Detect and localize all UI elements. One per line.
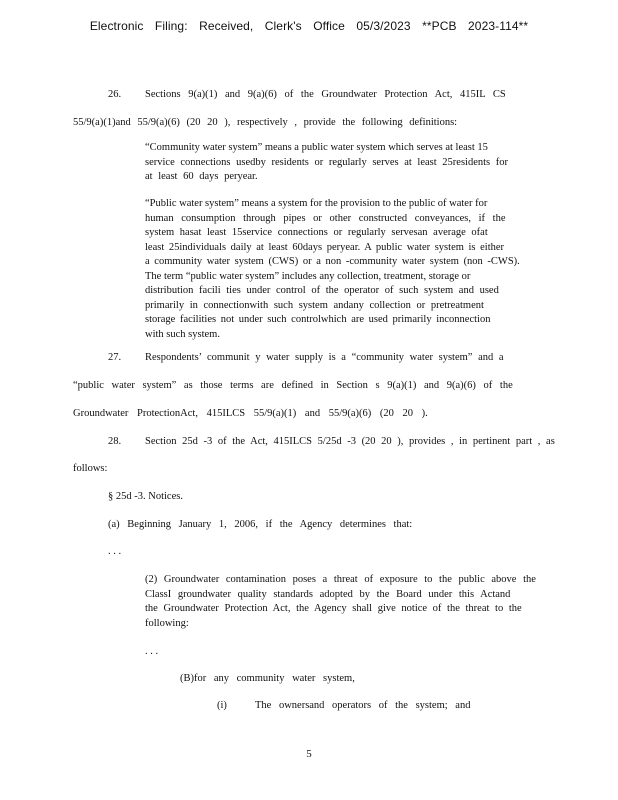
quote-ellipsis: . . . (108, 546, 122, 557)
quote-ellipsis: . . . (145, 646, 159, 657)
def2-line: The term “public water system” includes any collection, treatment, storage or (145, 270, 471, 282)
para26-line1: Sections 9(a)(1) and 9(a)(6) of the Groundwater Protection Act, 415IL CS (145, 89, 506, 100)
quote-item-i-label: (i) (217, 700, 227, 711)
def2-line: storage facilities not under such controlwhich are used primarily inconnection (145, 314, 491, 325)
quote-item-2-line: (2) Groundwater contamination poses a threat of exposure to the public above the (145, 574, 536, 585)
para27-line2: “public water system” as those terms are defined in Section s 9(a)(1) and 9(a)(6) of the (73, 380, 513, 391)
definition-public-water-system (145, 197, 520, 342)
def2-line: system hasat least 15service connections or regularly servesan average ofat (145, 227, 488, 238)
def2-line: with such system. (145, 328, 220, 340)
def2-line: least 25individuals daily at least 60days peryear. A public water system is either (145, 241, 505, 253)
def1-line: at least 60 days peryear. (145, 171, 258, 182)
def2-line: distribution facili ties under control of the operator of such system and used (145, 285, 499, 296)
para27-line3: Groundwater ProtectionAct, 415ILCS 55/9(a)(1) and 55/9(a)(6) (20 20 ). (73, 408, 428, 419)
quote-subsection-a: (a) Beginning January 1, 2006, if the Agency determines that: (108, 519, 413, 530)
def2-line: “Public water system” means a system for the provision to the public of water for (145, 198, 488, 209)
quote-item-2 (145, 573, 536, 631)
para26-line2: 55/9(a)(1)and 55/9(a)(6) (20 20 ), respectively , provide the following definitions: (73, 117, 458, 128)
quote-subsection-b: (B)for any community water system, (180, 673, 355, 684)
para27-line1: Respondents’ communit y water supply is a “community water system” and a (145, 352, 504, 363)
quote-section-heading: § 25d -3. Notices. (108, 491, 183, 502)
para28-number: 28. (108, 436, 122, 447)
def2-line: human consumption through pipes or other constructed conveyances, if the (145, 212, 506, 224)
page-number: 5 (306, 748, 312, 760)
def2-line: primarily in connectionwith such system andany collection or pretreatment (145, 299, 484, 311)
para27-number: 27. (108, 352, 122, 363)
def1-line: “Community water system” means a public water system which serves at least 15 (145, 142, 488, 153)
def2-line: a community water system (CWS) or a non -community water system (non -CWS). (145, 256, 520, 267)
para26-number: 26. (108, 89, 122, 100)
para28-line2: follows: (73, 463, 108, 474)
quote-item-2-line: following: (145, 617, 189, 629)
para28-line1: Section 25d -3 of the Act, 415ILCS 5/25d -3 (20 20 ), provides , in pertinent part , as (145, 436, 555, 447)
quote-item-2-line: the Groundwater Protection Act, the Agency shall give notice of the threat to the (145, 603, 522, 614)
def1-line: service connections usedby residents or regularly serves at least 25residents for (145, 156, 508, 168)
filing-header: Electronic Filing: Received, Clerk's Office 05/3/2023 **PCB 2023-114** (89, 19, 529, 33)
quote-item-i-text: The ownersand operators of the system; and (255, 700, 471, 711)
quote-item-2-line: ClassI groundwater quality standards adopted by the Board under this Actand (145, 588, 511, 600)
definition-community-water-system (145, 141, 508, 185)
